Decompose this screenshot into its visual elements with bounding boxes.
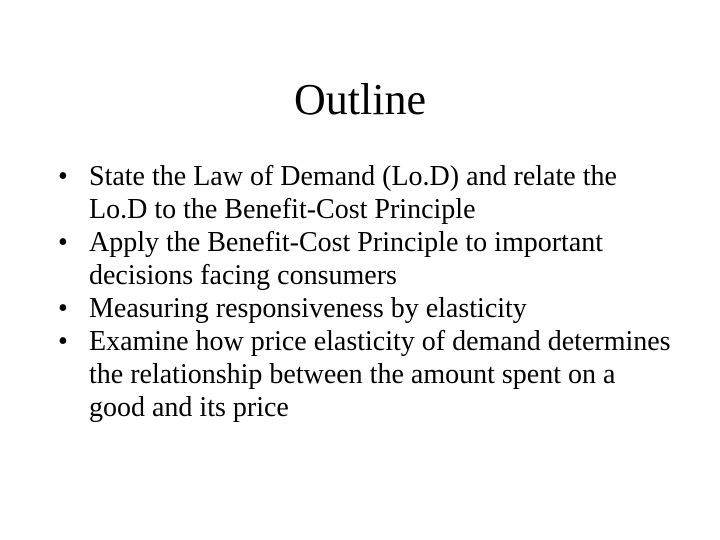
bullet-icon: • — [58, 293, 68, 324]
bullet-list — [58, 160, 678, 424]
bullet-item — [58, 325, 678, 424]
bullet-item — [58, 160, 678, 226]
bullet-icon: • — [58, 227, 68, 258]
bullet-text: State the Law of Demand (Lo.D) and relate the Lo.D to the Benefit-Cost Principle — [89, 161, 617, 225]
bullet-icon: • — [58, 161, 68, 192]
bullet-item — [58, 292, 678, 325]
bullet-text: Examine how price elasticity of demand determines the relationship between the amount spent on a good and its price — [89, 326, 671, 423]
bullet-icon: • — [58, 326, 68, 357]
bullet-text: Measuring responsiveness by elasticity — [89, 293, 527, 324]
slide-title: Outline — [294, 75, 426, 124]
bullet-text: Apply the Benefit-Cost Principle to important decisions facing consumers — [89, 227, 604, 291]
bullet-item — [58, 226, 678, 292]
